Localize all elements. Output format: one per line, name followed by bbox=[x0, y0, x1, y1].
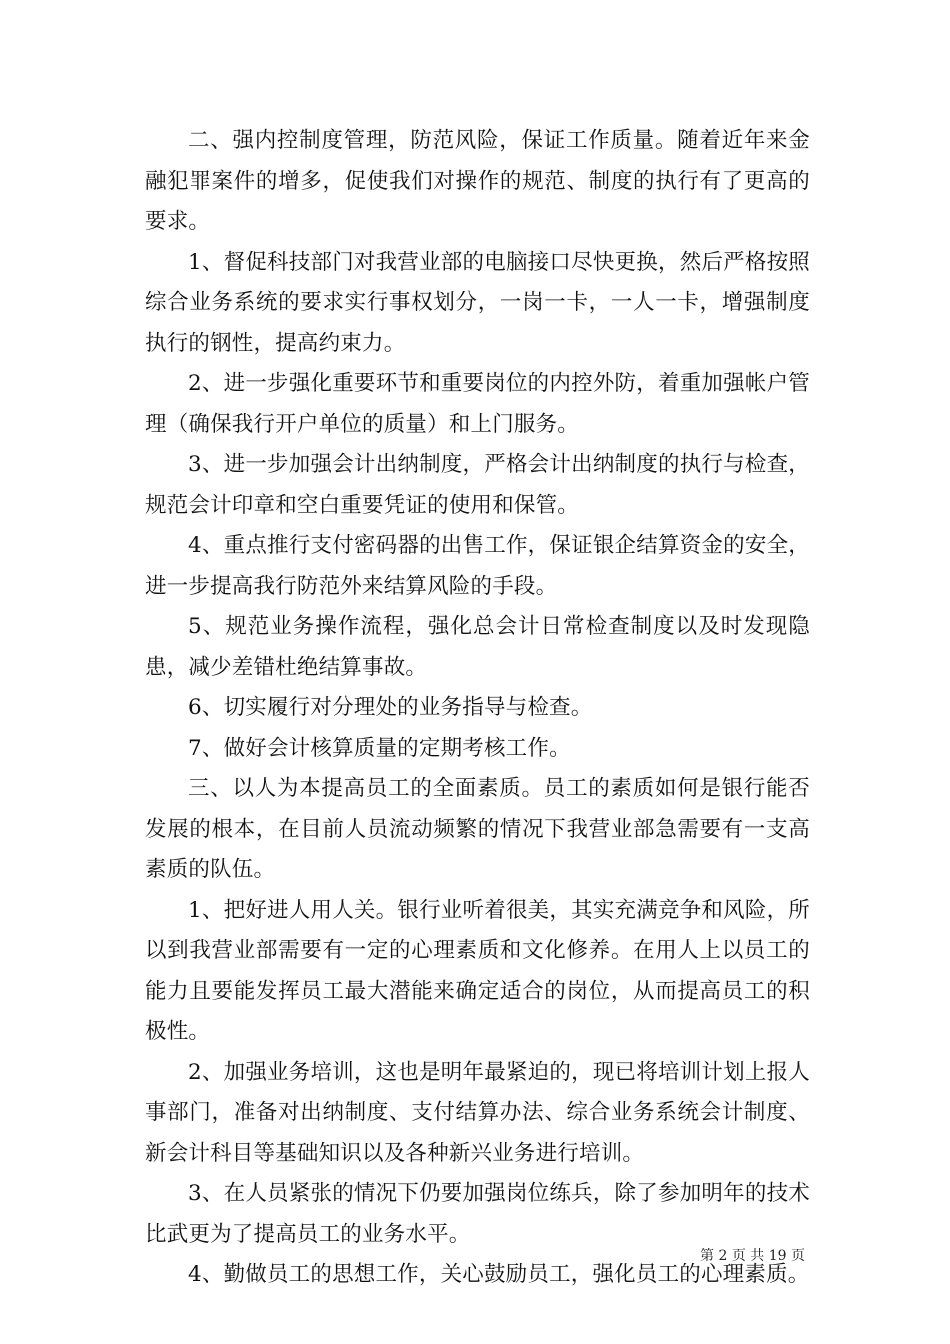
paragraph-item-1: 1、督促科技部门对我营业部的电脑接口尽快更换，然后严格按照综合业务系统的要求实行事权划分，一岗一卡，一人一卡，增强制度执行的钢性，提高约束力。 bbox=[145, 249, 810, 356]
paragraph-item-4-morale: 4、勤做员工的思想工作，关心鼓励员工，强化员工的心理素质。 bbox=[188, 1262, 810, 1287]
paragraph-item-3: 3、进一步加强会计出纳制度，严格会计出纳制度的执行与检查，规范会计印章和空白重要凭证的使用和保管。 bbox=[145, 452, 810, 518]
paragraph-section-three: 三、以人为本提高员工的全面素质。员工的素质如何是银行能否发展的根本，在目前人员流动频繁的情况下我营业部急需要有一支高素质的队伍。 bbox=[145, 776, 810, 882]
document-body bbox=[145, 121, 810, 1296]
paragraph-item-1-staff: 1、把好进人用人关。银行业听着很美，其实充满竞争和风险，所以到我营业部需要有一定的心理素质和文化修养。在用人上以员工的能力且要能发挥员工最大潜能来确定适合的岗位，从而提高员工的积极性。 bbox=[145, 897, 810, 1044]
paragraph-section-two: 二、强内控制度管理，防范风险，保证工作质量。随着近年来金融犯罪案件的增多，促使我们对操作的规范、制度的执行有了更高的要求。 bbox=[145, 128, 810, 234]
paragraph-item-2: 2、进一步强化重要环节和重要岗位的内控外防，着重加强帐户管理（确保我行开户单位的质量）和上门服务。 bbox=[145, 371, 810, 437]
paragraph-item-6: 6、切实履行对分理处的业务指导与检查。 bbox=[188, 695, 593, 720]
paragraph-item-4: 4、重点推行支付密码器的出售工作，保证银企结算资金的安全，进一步提高我行防范外来结算风险的手段。 bbox=[145, 533, 810, 599]
paragraph-item-7: 7、做好会计核算质量的定期考核工作。 bbox=[188, 735, 571, 761]
paragraph-item-2-training: 2、加强业务培训，这也是明年最紧迫的，现已将培训计划上报人事部门，准备对出纳制度、支付结算办法、综合业务系统会计制度、新会计科目等基础知识以及各种新兴业务进行培训。 bbox=[145, 1059, 810, 1166]
page-number-footer: 第 2 页 共 19 页 bbox=[700, 1248, 805, 1264]
paragraph-item-5: 5、规范业务操作流程，强化总会计日常检查制度以及时发现隐患，减少差错杜绝结算事故。 bbox=[145, 614, 810, 680]
paragraph-item-3-practice: 3、在人员紧张的情况下仍要加强岗位练兵，除了参加明年的技术比武更为了提高员工的业务水平。 bbox=[145, 1181, 810, 1247]
